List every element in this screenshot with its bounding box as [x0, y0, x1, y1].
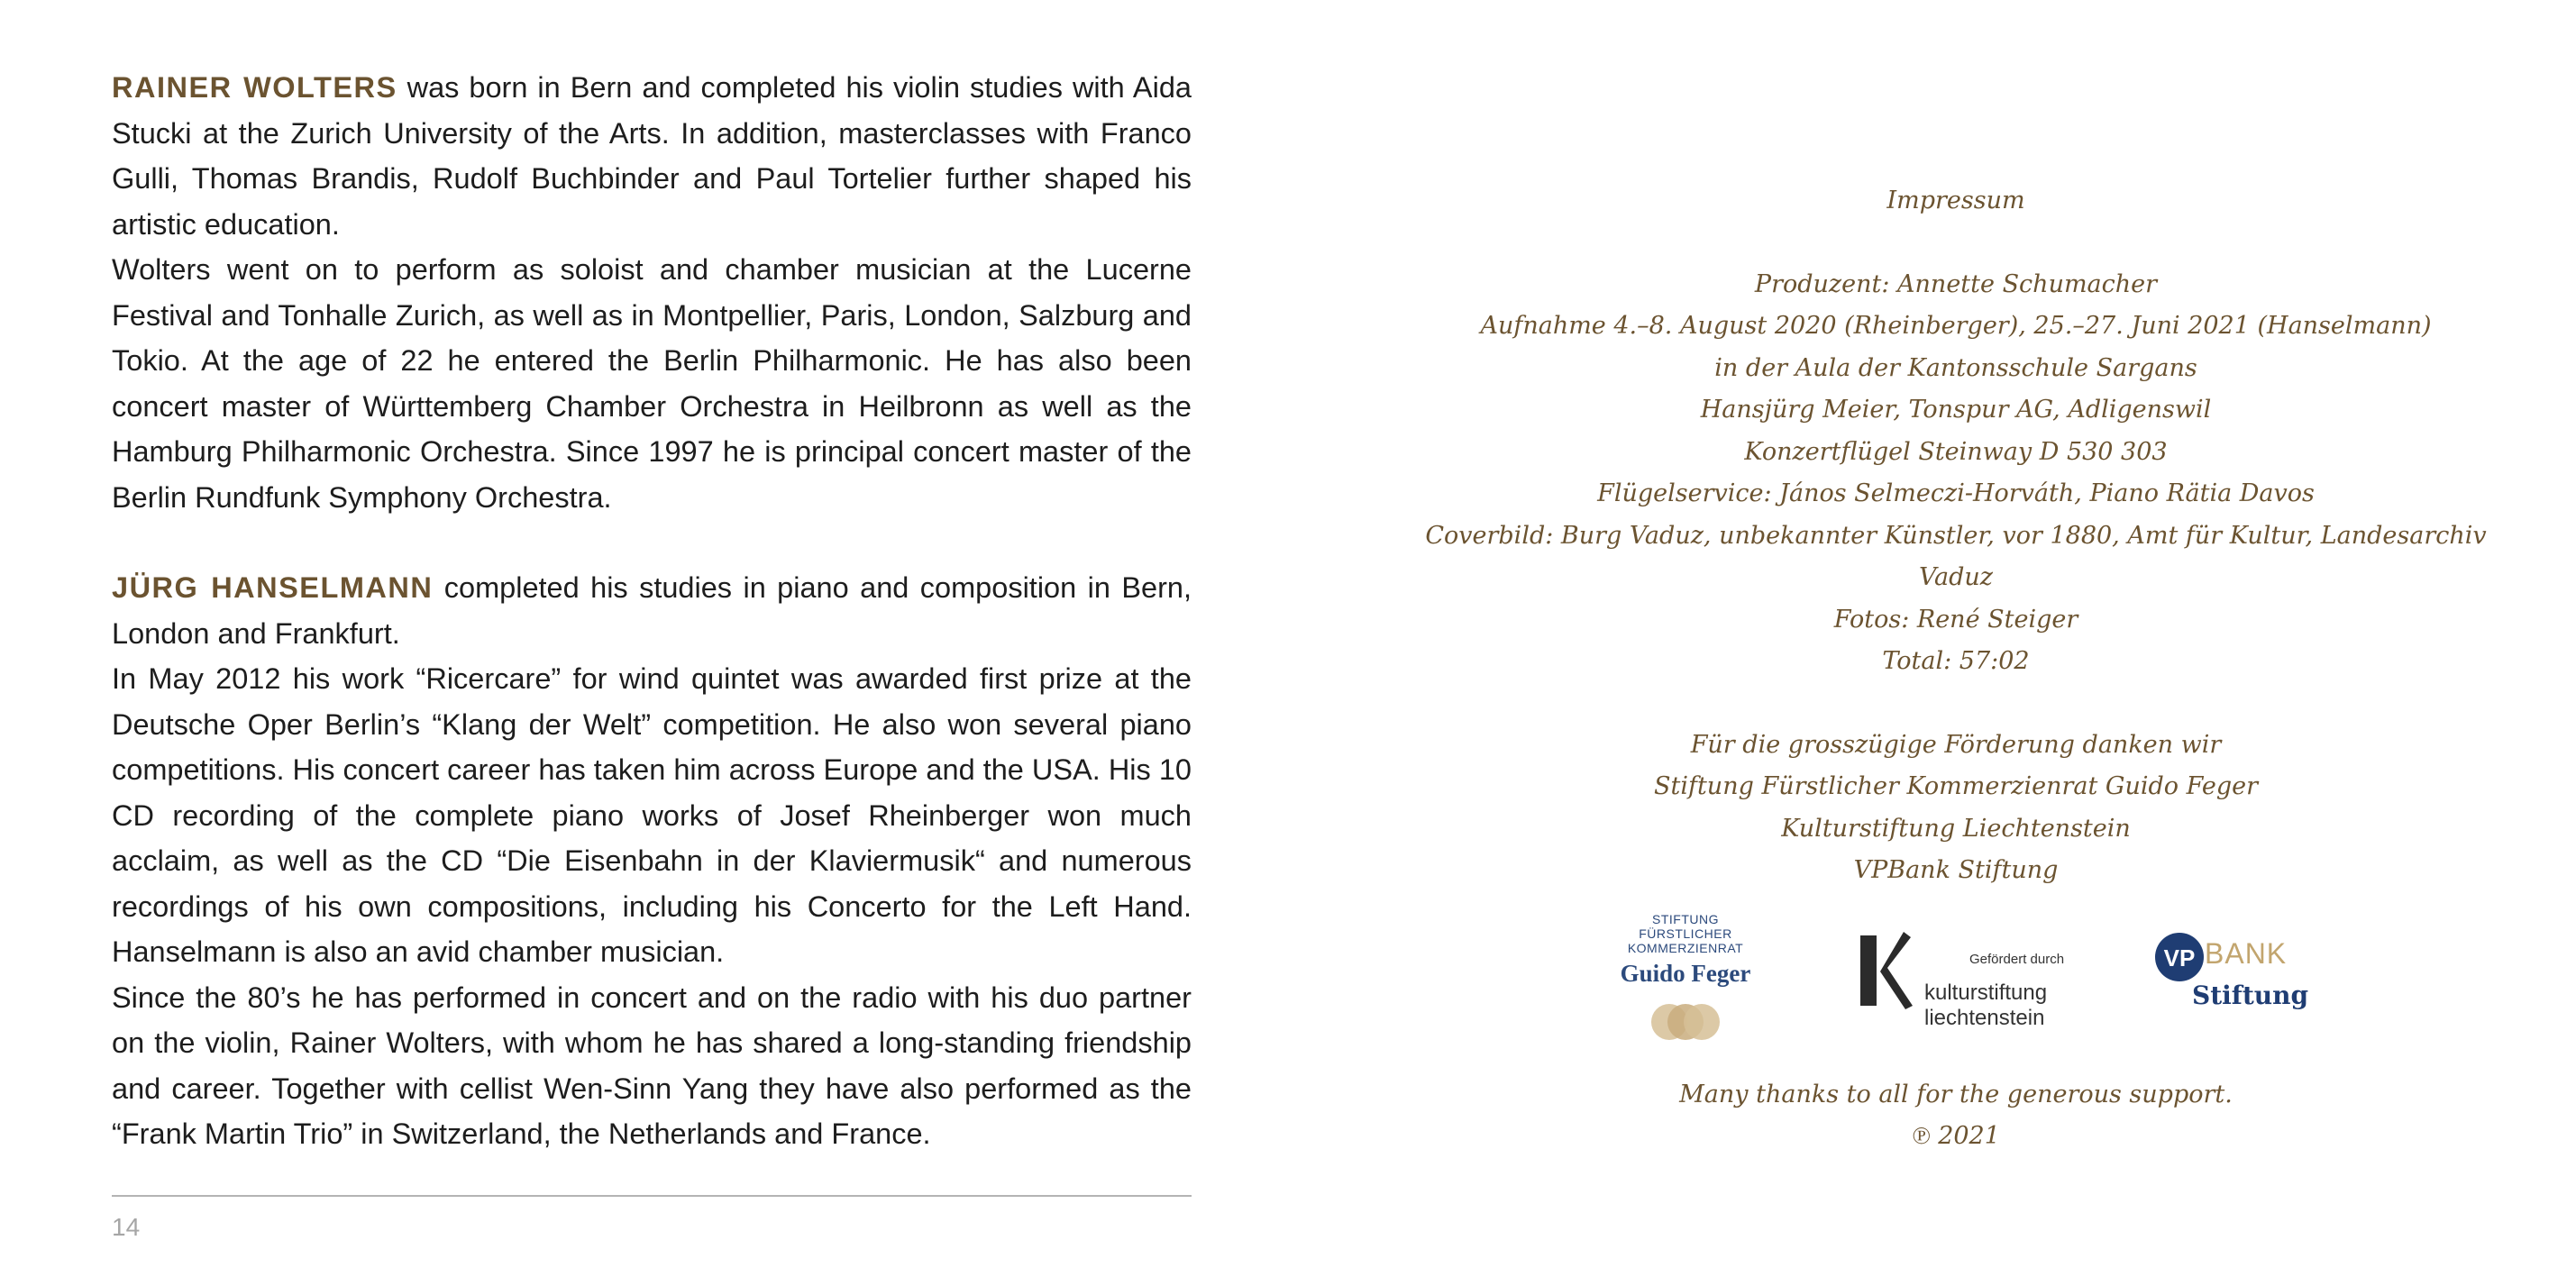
footer-divider — [112, 1195, 1192, 1197]
wolters-bio-intro — [112, 65, 1192, 247]
sponsor-thanks — [1415, 725, 2497, 892]
credit-line: Hansjürg Meier, Tonspur AG, Adligenswil — [1700, 396, 2212, 424]
copyright: ℗ 2021 — [1912, 1122, 2000, 1150]
kultur-logo-line2: liechtenstein — [1924, 1006, 2045, 1030]
hanselmann-name: JÜRG HANSELMANN — [112, 571, 434, 604]
biographies — [112, 65, 1192, 1157]
hanselmann-bio-career: In May 2012 his work “Ricercare” for wind quintet was awarded first prize at the Deutsche Oper Berlin’s “Klang der Welt” competition. He also won several piano competitions. His concert career has taken him across Europe and the USA. His 10 CD recording of the complete piano works of Josef Rheinberger won much acclaim, as well as the CD “Die Eisenbahn in der Klaviermusik“ and numerous recordings of his own compositions, including his Concerto for the Left Hand. Hanselmann is also an avid chamber musician. — [112, 662, 1192, 968]
credit-line: in der Aula der Kantonsschule Sargans — [1714, 353, 2197, 382]
k-mark-icon — [1857, 930, 1920, 1011]
thanks-line: Kulturstiftung Liechtenstein — [1781, 814, 2131, 843]
credit-line: Total: 57:02 — [1882, 647, 2030, 675]
feger-logo-line2: FÜRSTLICHER KOMMERZIENRAT — [1627, 926, 1744, 955]
credit-line: Fotos: René Steiger — [1833, 605, 2078, 634]
credit-line: Flügelservice: János Selmeczi-Horváth, Piano Rätia Davos — [1597, 479, 2315, 507]
vp-logo-stiftung: Stiftung — [2192, 980, 2309, 1010]
thanks-line: VPBank Stiftung — [1853, 856, 2059, 884]
hanselmann-bio-text: completed his studies in piano and composition in Bern, London and Frankfurt. — [112, 571, 1192, 650]
credits-list — [1415, 264, 2497, 683]
wolters-bio-text: was born in Bern and completed his violin studies with Aida Stucki at the Zurich University of the Arts. In addition, masterclasses with Franco Gulli, Thomas Brandis, Rudolf Buchbinder and Paul Tortelier further shaped his artistic education. — [112, 71, 1192, 241]
credit-line: Aufnahme 4.–8. August 2020 (Rheinberger), 25.–27. Juni 2021 (Hanselmann) — [1480, 312, 2432, 340]
page-number: 14 — [112, 1213, 141, 1241]
hanselmann-bio-intro — [112, 565, 1192, 656]
thanks-line: Stiftung Fürstlicher Kommerzienrat Guido Feger — [1653, 772, 2259, 800]
sponsor-logos — [1415, 912, 2497, 1074]
vp-logo-bank: BANK — [2205, 936, 2288, 970]
feger-logo — [1586, 912, 1785, 1055]
wolters-name: RAINER WOLTERS — [112, 71, 397, 104]
feger-logo-name: Guido Feger — [1620, 959, 1751, 987]
wolters-bio-career: Wolters went on to perform as soloist and chamber musician at the Lucerne Festival and Tonhalle Zurich, as well as in Montpellier, Paris, London, Salzburg and Tokio. At the age of 22 he entered the Berlin Philharmonic. He has also been concert master of Württemberg Chamber Orchestra in Heilbronn as well as the Hamburg Philharmonic Orchestra. Since 1997 he is principal concert master of the Berlin Rundfunk Symphony Orchestra. — [112, 253, 1192, 514]
vpbank-logo — [2154, 932, 2316, 1009]
thanks-english: Many thanks to all for the generous support. — [1679, 1080, 2233, 1108]
credit-line: Konzertflügel Steinway D 530 303 — [1744, 437, 2168, 466]
kultur-logo-small: Gefördert durch — [1969, 951, 2065, 967]
credit-line: Produzent: Annette Schumacher — [1754, 269, 2158, 298]
credit-line: Coverbild: Burg Vaduz, unbekannter Künstler, vor 1880, Amt für Kultur, Landesarchiv Vaduz — [1425, 521, 2487, 591]
impressum-heading: Impressum — [1886, 187, 2025, 214]
kultur-logo-line1: kulturstiftung — [1924, 981, 2048, 1005]
vp-mark-text: VP — [2163, 944, 2196, 971]
thanks-line: Für die grosszügige Förderung danken wir — [1690, 730, 2222, 759]
hanselmann-bio-duo: Since the 80’s he has performed in concert and on the radio with his duo partner on the violin, Rainer Wolters, with whom he has shared a long-standing friendship and career. Together with cellist Wen-Sinn Yang they have also performed as the “Frank Martin Trio” in Switzerland, the Netherlands and France. — [112, 981, 1192, 1150]
kulturstiftung-logo — [1857, 930, 2082, 1029]
impressum — [1415, 180, 2497, 1158]
feger-logo-line1: STIFTUNG — [1652, 911, 1719, 926]
vp-circle-icon — [2154, 932, 2205, 982]
coins-icon — [1645, 1002, 1726, 1042]
